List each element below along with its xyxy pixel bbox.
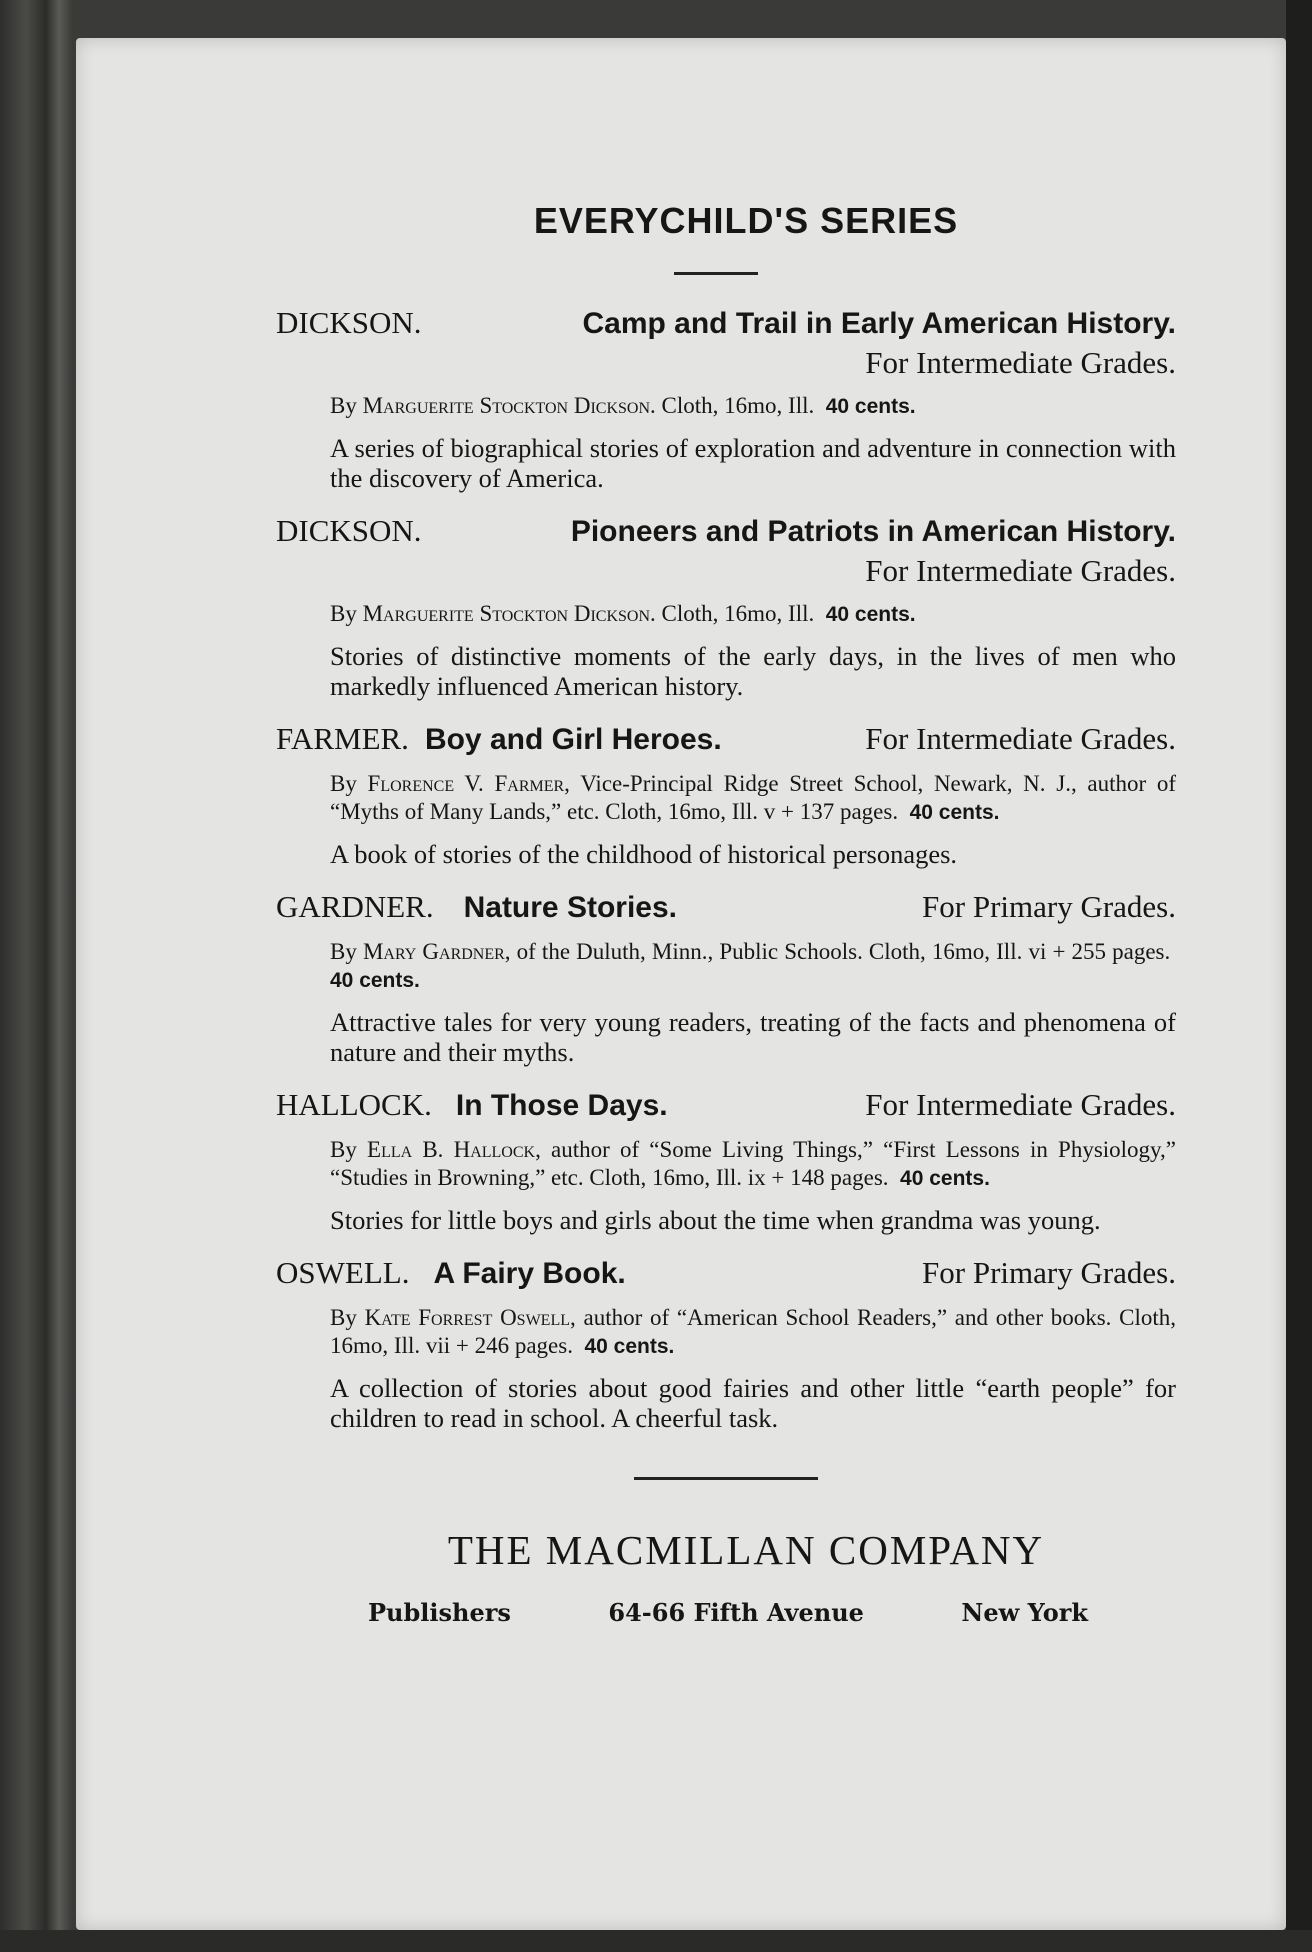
title-rule (674, 272, 758, 275)
entry-grade: For Primary Grades. (922, 1255, 1176, 1290)
entry-title: Pioneers and Patriots in American History. (570, 515, 1176, 548)
series-title: EVERYCHILD'S SERIES (533, 200, 959, 241)
entry-author: DICKSON. (276, 513, 422, 548)
entry-author: FARMER. (276, 721, 409, 756)
entry-title: A Fairy Book. (433, 1257, 626, 1290)
entry-price: 40 cents. (825, 395, 916, 418)
publisher-rule (634, 1477, 818, 1480)
entry-title: Camp and Trail in Early American History. (582, 307, 1176, 340)
publisher-address: 64-66 Fifth Avenue (608, 1598, 864, 1627)
entry-price: 40 cents. (330, 969, 420, 992)
entry-grade: For Primary Grades. (922, 889, 1176, 924)
entry-price: 40 cents. (825, 603, 916, 626)
entry-price: 40 cents. (584, 1335, 675, 1358)
entry-info: By Marguerite Stockton Dickson. Cloth, 16mo, Ill. 40 cents. (330, 601, 916, 626)
entry-info: By Kate Forrest Oswell, author of “American School Readers,” and other books. Cloth, 16mo, Ill. vii + 246 pages. 40 cents. (330, 1305, 1176, 1358)
entry-grade: For Intermediate Grades. (865, 553, 1176, 588)
entry-author: OSWELL. (276, 1255, 410, 1290)
book-entry (276, 887, 1176, 1067)
book-entry (276, 1085, 1176, 1235)
entry-title: Boy and Girl Heroes. (424, 723, 722, 756)
publisher-city: New York (961, 1598, 1088, 1627)
book-entry (276, 303, 1176, 493)
author-full-name: Marguerite Stockton Dickson. (362, 601, 656, 626)
publisher-name: THE MACMILLAN COMPANY (447, 1527, 1045, 1573)
book-entry (276, 719, 1176, 869)
entry-grade: For Intermediate Grades. (865, 345, 1176, 380)
entry-description: Attractive tales for very young readers, treating of the facts and phenomena of nature and their myths. (330, 1007, 1176, 1067)
entry-info: By Florence V. Farmer, Vice-Principal Ridge Street School, Newark, N. J., author of “Myths of Many Lands,” etc. Cloth, 16mo, Ill. v + 137 pages. 40 cents. (330, 771, 1176, 824)
entry-description: Stories of distinctive moments of the early days, in the lives of men who markedly influenced American history. (330, 641, 1176, 701)
entry-info: By Marguerite Stockton Dickson. Cloth, 16mo, Ill. 40 cents. (330, 393, 916, 418)
entry-description: A book of stories of the childhood of historical personages. (330, 839, 958, 869)
entry-description: A series of biographical stories of exploration and adventure in connection with the discovery of America. (330, 433, 1176, 493)
entry-title: In Those Days. (455, 1089, 668, 1122)
entry-author: GARDNER. (276, 889, 434, 924)
publisher-details (368, 1598, 1088, 1627)
book-entry (276, 1253, 1176, 1433)
binding-strip (1286, 0, 1312, 1952)
entry-info: By Mary Gardner, of the Duluth, Minn., Public Schools. Cloth, 16mo, Ill. vi + 255 pages. 40 cents. (330, 939, 1171, 992)
entry-title: Nature Stories. (463, 891, 677, 924)
entry-grade: For Intermediate Grades. (865, 721, 1176, 756)
entry-description: A collection of stories about good fairies and other little “earth people” for children to read in school. A cheerful task. (330, 1373, 1176, 1433)
entry-price: 40 cents. (900, 1167, 990, 1190)
advertisement-content (276, 200, 1176, 1627)
book-entry (276, 511, 1176, 701)
bottom-shadow (0, 1930, 1312, 1952)
author-full-name: Marguerite Stockton Dickson. (362, 393, 656, 418)
author-full-name: Kate Forrest Oswell, (364, 1305, 576, 1330)
entry-description: Stories for little boys and girls about the time when grandma was young. (330, 1205, 1101, 1235)
entry-info: By Ella B. Hallock, author of “Some Living Things,” “First Lessons in Physiology,” “Studies in Browning,” etc. Cloth, 16mo, Ill. ix + 148 pages. 40 cents. (330, 1137, 1177, 1190)
entry-grade: For Intermediate Grades. (865, 1087, 1176, 1122)
author-full-name: Mary Gardner, (362, 939, 511, 964)
entry-author: DICKSON. (276, 305, 422, 340)
entry-price: 40 cents. (909, 801, 1000, 824)
entry-author: HALLOCK. (276, 1087, 432, 1122)
publisher-role: Publishers (368, 1598, 511, 1627)
author-full-name: Ella B. Hallock, (367, 1137, 541, 1162)
author-full-name: Florence V. Farmer, (367, 771, 570, 796)
